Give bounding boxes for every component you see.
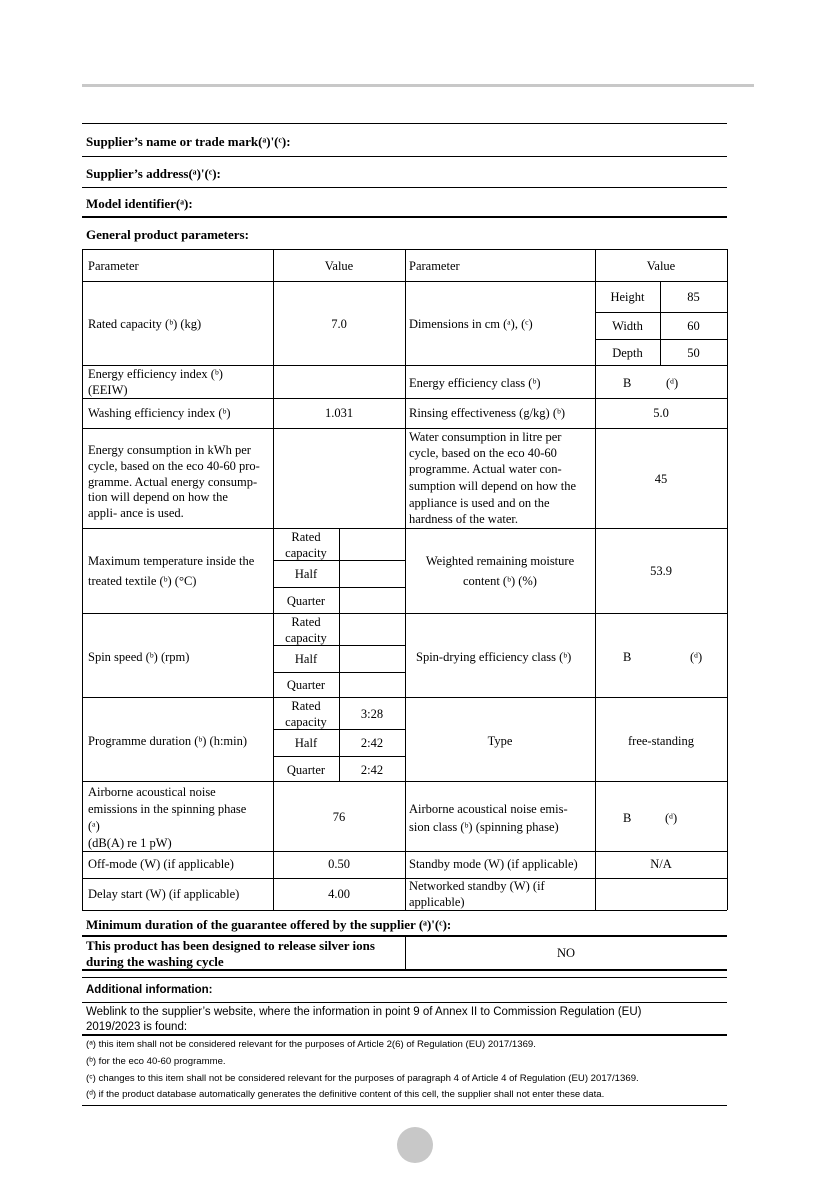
rule <box>82 187 727 188</box>
footnote-b: (ᵇ) for the eco 40-60 programme. <box>86 1056 226 1067</box>
rule <box>82 977 727 978</box>
noise-class-line: sion class (ᵇ) (spinning phase) <box>409 820 559 834</box>
silver-ions-value: NO <box>556 946 576 960</box>
noise-class-value: B <box>623 811 632 825</box>
guarantee-label: Minimum duration of the guarantee offered by the supplier (ᵃ)'(ᶜ): <box>86 917 452 932</box>
duration-label: Programme duration (ᵇ) (h:min) <box>88 734 248 748</box>
half-label: Half <box>294 567 318 581</box>
eei-label: Energy efficiency index (ᵇ) <box>88 367 223 381</box>
silver-ions-line: This product has been designed to release silver ions <box>86 938 375 953</box>
col-value: Value <box>324 259 354 273</box>
rule <box>82 1002 727 1003</box>
spin-speed-label: Spin speed (ᵇ) (rpm) <box>88 650 190 664</box>
noise-line: (ᵃ) <box>88 819 100 833</box>
water-consumption-line: cycle, based on the eco 40-60 <box>409 446 557 460</box>
delay-start-label: Delay start (W) (if applicable) <box>88 887 240 901</box>
col-line <box>727 249 728 910</box>
col-line <box>82 249 83 910</box>
model-identifier-label: Model identifier(ᵃ): <box>86 196 193 211</box>
energy-consumption-line: cycle, based on the eco 40-60 pro- <box>88 459 260 473</box>
rinsing-label: Rinsing effectiveness (g/kg) (ᵇ) <box>409 406 566 420</box>
max-temp-line: treated textile (ᵇ) (°C) <box>88 574 197 588</box>
height-label: Height <box>610 290 645 304</box>
col-parameter: Parameter <box>409 259 460 273</box>
dimensions-label: Dimensions in cm (ᵃ), (ᶜ) <box>409 317 533 331</box>
rule <box>82 1105 727 1106</box>
energy-consumption-line: gramme. Actual energy consump- <box>88 475 258 489</box>
duration-quarter-value: 2:42 <box>360 763 384 777</box>
networked-line: Networked standby (W) (if <box>409 879 545 893</box>
capacity-label: capacity <box>285 631 327 645</box>
noise-class-note: (ᵈ) <box>665 811 678 825</box>
type-value: free-standing <box>628 734 694 748</box>
supplier-name-label: Supplier’s name or trade mark(ᵃ)'(ᶜ): <box>86 134 291 149</box>
duration-half-value: 2:42 <box>360 736 384 750</box>
weblink-line: Weblink to the supplier’s website, where the information in point 9 of Annex II to Commission Regulation (EU) <box>86 1006 642 1018</box>
rule <box>82 156 727 157</box>
energy-class-value: B <box>623 376 632 390</box>
footnote-c: (ᶜ) changes to this item shall not be considered relevant for the purposes of paragraph 4 of Article 4 of Regulation (EU) 2017/1369. <box>86 1073 639 1084</box>
energy-consumption-line: tion will depend on how the <box>88 490 228 504</box>
off-mode-label: Off-mode (W) (if applicable) <box>88 857 234 871</box>
table-bottom <box>82 910 727 911</box>
energy-class-note: (ᵈ) <box>666 376 679 390</box>
col-parameter: Parameter <box>88 259 139 273</box>
rule <box>82 1034 727 1036</box>
quarter-label: Quarter <box>286 763 326 777</box>
energy-consumption-line: Energy consumption in kWh per <box>88 443 251 457</box>
quarter-label: Quarter <box>286 594 326 608</box>
water-consumption-line: appliance is used and on the <box>409 496 550 510</box>
dim-line <box>595 312 727 313</box>
delay-start-value: 4.00 <box>328 887 350 901</box>
spin-class-value: B <box>623 650 632 664</box>
standby-value: N/A <box>650 857 672 871</box>
standby-label: Standby mode (W) (if applicable) <box>409 857 578 871</box>
moisture-line: Weighted remaining moisture <box>425 554 575 568</box>
rated-label: Rated <box>291 530 321 544</box>
depth-value: 50 <box>687 346 700 360</box>
rated-capacity-label: Rated capacity (ᵇ) (kg) <box>88 317 202 331</box>
water-consumption-line: programme. Actual water con- <box>409 462 562 476</box>
spin-class-label: Spin-drying efficiency class (ᵇ) <box>416 650 572 664</box>
dim-line <box>595 339 727 340</box>
noise-line: emissions in the spinning phase <box>88 802 247 816</box>
noise-class-line: Airborne acoustical noise emis- <box>409 802 568 816</box>
rated-label: Rated <box>291 615 321 629</box>
energy-consumption-line: appli- ance is used. <box>88 506 184 520</box>
washing-index-value: 1.031 <box>324 406 354 420</box>
col-value: Value <box>646 259 676 273</box>
width-label: Width <box>612 319 643 333</box>
supplier-address-label: Supplier’s address(ᵃ)'(ᶜ): <box>86 166 221 181</box>
rule <box>82 123 727 124</box>
networked-line: applicable) <box>409 895 465 909</box>
rule <box>82 216 727 218</box>
energy-class-label: Energy efficiency class (ᵇ) <box>409 376 541 390</box>
depth-label: Depth <box>612 346 643 360</box>
eei-label-2: (EEIW) <box>88 383 128 397</box>
water-value: 45 <box>654 472 668 486</box>
max-temp-line: Maximum temperature inside the <box>88 554 255 568</box>
rated-capacity-value: 7.0 <box>331 317 347 331</box>
footnote-a: (ᵃ) this item shall not be considered relevant for the purposes of Article 2(6) of Regulation (EU) 2017/1369. <box>86 1039 536 1050</box>
noise-line: (dB(A) re 1 pW) <box>88 836 172 850</box>
washing-index-label: Washing efficiency index (ᵇ) <box>88 406 231 420</box>
type-label: Type <box>487 734 513 748</box>
width-value: 60 <box>687 319 700 333</box>
rated-label: Rated <box>291 699 321 713</box>
moisture-value: 53.9 <box>650 564 672 578</box>
capacity-label: capacity <box>285 546 327 560</box>
noise-value: 76 <box>332 810 346 824</box>
additional-info-heading: Additional information: <box>86 984 213 996</box>
height-value: 85 <box>687 290 700 304</box>
capacity-label: capacity <box>285 715 327 729</box>
water-consumption-line: hardness of the water. <box>409 512 518 526</box>
silver-ions-line: during the washing cycle <box>86 954 224 969</box>
quarter-label: Quarter <box>286 678 326 692</box>
half-label: Half <box>294 652 318 666</box>
duration-rated-value: 3:28 <box>360 707 384 721</box>
rinsing-value: 5.0 <box>653 406 669 420</box>
half-label: Half <box>294 736 318 750</box>
water-consumption-line: sumption will depend on how the <box>409 479 576 493</box>
moisture-line: content (ᵇ) (%) <box>463 574 537 588</box>
noise-line: Airborne acoustical noise <box>88 785 216 799</box>
off-mode-value: 0.50 <box>328 857 350 871</box>
rule <box>82 969 727 971</box>
spin-class-note: (ᵈ) <box>690 650 703 664</box>
weblink-line: 2019/2023 is found: <box>86 1021 188 1033</box>
water-consumption-line: Water consumption in litre per <box>409 430 562 444</box>
top-rule <box>82 84 754 87</box>
page-number-circle-icon <box>397 1127 433 1163</box>
footnote-d: (ᵈ) if the product database automatically generates the definitive content of this cell, the supplier shall not enter these data. <box>86 1089 605 1100</box>
general-params-heading: General product parameters: <box>86 227 249 242</box>
